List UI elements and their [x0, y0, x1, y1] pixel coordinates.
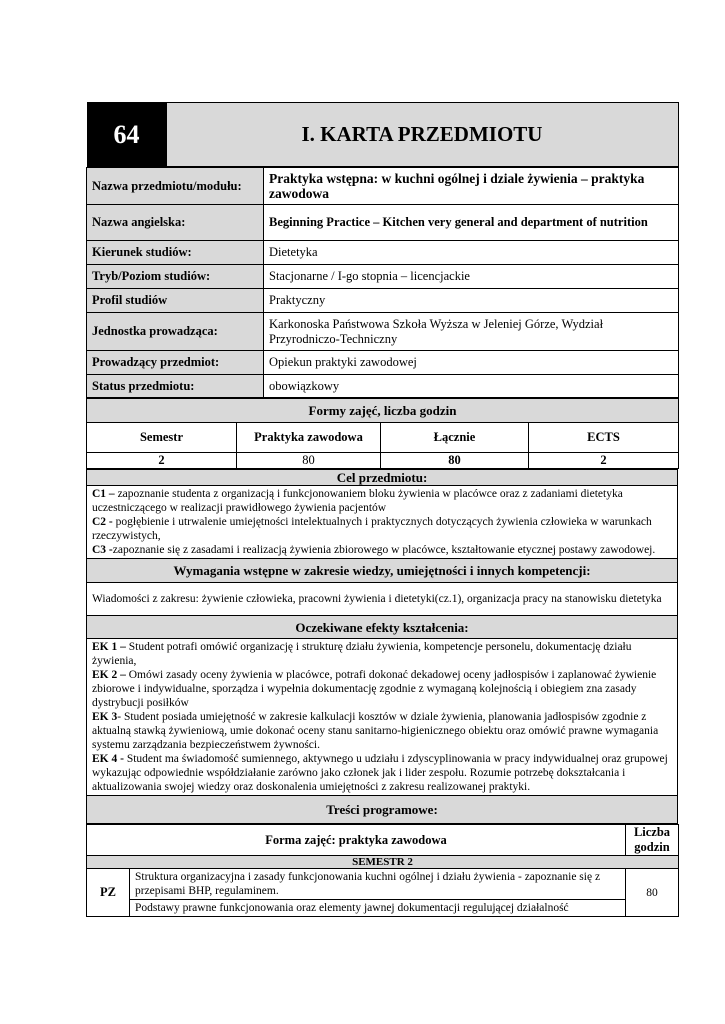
course-card: [86, 102, 678, 917]
forms-heading: Formy zajęć, liczba godzin: [87, 399, 679, 423]
info-label: Jednostka prowadząca:: [87, 313, 264, 351]
goal-item: C2 - pogłębienie i utrwalenie umiejętności intelektualnych i praktycznych dotyczących żywienia człowieka w warunkach rzeczywistych,: [92, 516, 652, 542]
info-label: Profil studiów: [87, 289, 264, 313]
content-table: [86, 469, 678, 824]
info-label: Kierunek studiów:: [87, 241, 264, 265]
effect-item: EK 3- Student posiada umiejętność w zakresie kalkulacji kosztów w dziale żywienia, planowania jadłospisów zgodnie z aktualną stawką żywieniową, umie dokonać oceny stanu sanitarno-higienicznego obiektu oraz omówić prawne wymagania systemu zarządzania bezpieczeństwem żywności.: [92, 711, 659, 751]
program-hours: 80: [626, 869, 679, 917]
effect-item: EK 1 – Student potrafi omówić organizację i strukturę działu żywienia, kompetencje personelu, dokumentację działu żywienia,: [92, 641, 632, 667]
info-label: Prowadzący przedmiot:: [87, 351, 264, 375]
program-code: PZ: [87, 869, 130, 917]
info-value: Karkonoska Państwowa Szkoła Wyższa w Jeleniej Górze, Wydział Przyrodniczo-Techniczny: [264, 313, 679, 351]
forms-cell: 2: [529, 453, 679, 469]
info-label: Tryb/Poziom studiów:: [87, 265, 264, 289]
semester-label: SEMESTR 2: [87, 856, 679, 869]
effects-heading: Oczekiwane efekty kształcenia:: [87, 616, 678, 639]
forms-header: ECTS: [529, 423, 679, 453]
goal-item: C3 -zapoznanie się z zasadami i realizacją żywienia zbiorowego w placówce, kształtowanie etycznej postawy zawodowej.: [92, 544, 656, 556]
forms-cell: 80: [381, 453, 529, 469]
info-value: Stacjonarne / I-go stopnia – licencjackie: [264, 265, 679, 289]
card-number: 64: [87, 103, 166, 167]
info-value: Praktyka wstępna: w kuchni ogólnej i dziale żywienia – praktyka zawodowa: [264, 168, 679, 205]
program-topic: Podstawy prawne funkcjonowania oraz elementy jawnej dokumentacji regulującej działalność: [130, 900, 626, 917]
effects-body: [87, 639, 678, 796]
info-value: Praktyczny: [264, 289, 679, 313]
info-table: [86, 102, 679, 398]
program-topic: Struktura organizacyjna i zasady funkcjonowania kuchni ogólnej i działu żywienia - zapoznanie się z przepisami BHP, regulaminem.: [130, 869, 626, 900]
goals-body: [87, 486, 678, 559]
forms-header: Praktyka zawodowa: [237, 423, 381, 453]
program-table: [86, 824, 679, 917]
forms-cell: 2: [87, 453, 237, 469]
forms-header: Semestr: [87, 423, 237, 453]
info-value: Opiekun praktyki zawodowej: [264, 351, 679, 375]
requirements-text: Wiadomości z zakresu: żywienie człowieka, pracowni żywienia i dietetyki(cz.1), organizacja pracy na stanowisku dietetyka: [87, 583, 678, 616]
card-title: I. KARTA PRZEDMIOTU: [166, 103, 678, 167]
info-value: Dietetyka: [264, 241, 679, 265]
info-value: Beginning Practice – Kitchen very general and department of nutrition: [264, 205, 679, 241]
program-heading: Treści programowe:: [87, 796, 678, 824]
goals-heading: Cel przedmiotu:: [87, 470, 678, 486]
forms-table: [86, 398, 679, 469]
info-label: Nazwa angielska:: [87, 205, 264, 241]
program-form: Forma zajęć: praktyka zawodowa: [87, 825, 626, 856]
goal-item: C1 – zapoznanie studenta z organizacją i funkcjonowaniem bloku żywienia w placówce oraz z zadaniami dietetyka uczestniczącego w realizacji prawidłowego żywienia pacjentów: [92, 488, 623, 514]
forms-cell: 80: [237, 453, 381, 469]
info-label: Nazwa przedmiotu/modułu:: [87, 168, 264, 205]
effect-item: EK 4 - Student ma świadomość sumiennego, aktywnego u udziału i zdyscyplinowania w pracy indywidualnej oraz grupowej wykazując odpowiednie współdziałanie zarówno jako członek jak i lider zespołu. Rozumie potrzebę dokształcania i aktualizowania swojej wiedzy oraz doskonalenia umiejętności z zakresu realizowanej praktyki.: [92, 753, 668, 793]
info-value: obowiązkowy: [264, 375, 679, 398]
forms-header: Łącznie: [381, 423, 529, 453]
requirements-heading: Wymagania wstępne w zakresie wiedzy, umiejętności i innych kompetencji:: [87, 559, 678, 583]
effect-item: EK 2 – Omówi zasady oceny żywienia w placówce, potrafi dokonać dekadowej oceny jadłospisów i zaplanować żywienie zbiorowe i indywidualne, sporządza i wypełnia dokumentację zgodnie z wymaganą kolejnością i obiegiem zna zasady dystrybucji posiłków: [92, 669, 657, 709]
info-label: Status przedmiotu:: [87, 375, 264, 398]
program-hours-label: Liczba godzin: [626, 825, 679, 856]
